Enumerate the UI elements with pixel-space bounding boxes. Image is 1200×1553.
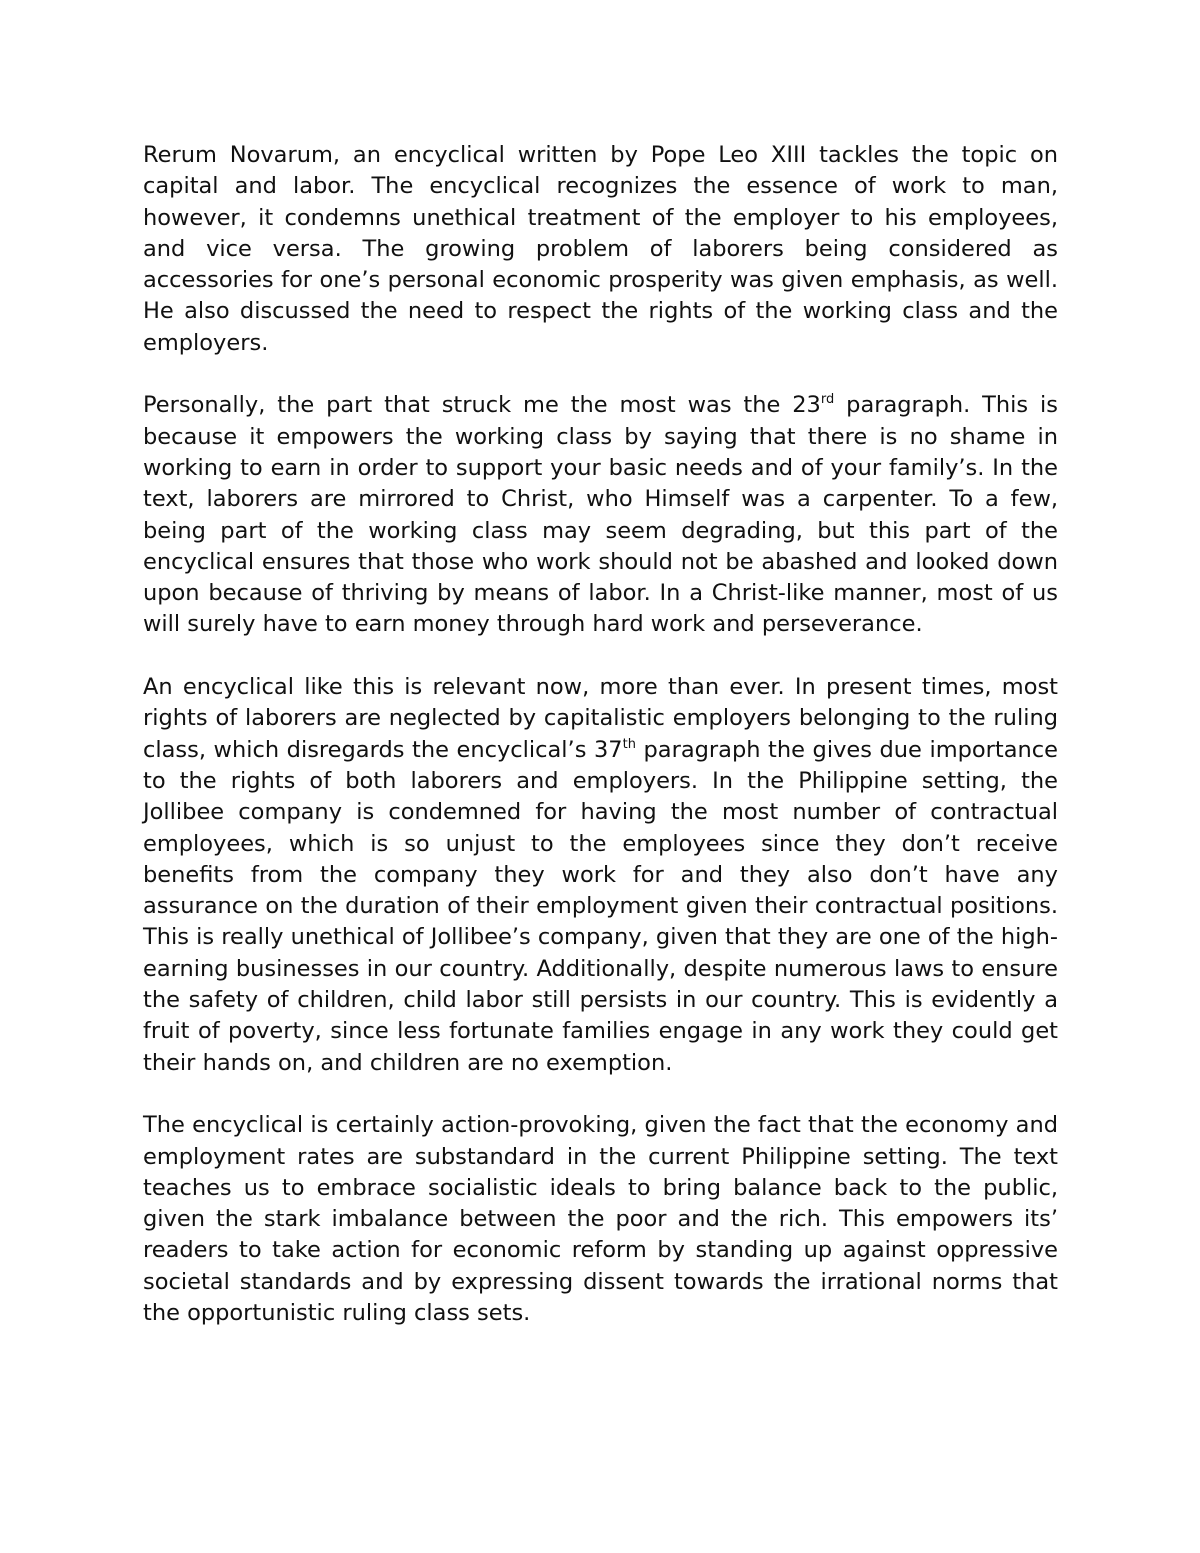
ordinal-suffix-rd: rd — [820, 392, 835, 408]
paragraph-3 — [143, 672, 1058, 1079]
paragraph-2-text-end: paragraph. This is because it empowers the working class by saying that there is no shame in working to earn in order to support your basic needs and of your family’s. In the text, laborers are mirrored to Christ, who Himself was a carpenter. To a few, being part of the working class may seem degrading, but this part of the encyclical ensures that those who work should not be abashed and looked down upon because of thriving by means of labor. In a Christ-like manner, most of us will surely have to earn money through hard work and perseverance. — [143, 392, 1059, 638]
document-body — [143, 140, 1058, 1329]
paragraph-2 — [143, 390, 1058, 640]
paragraph-4 — [143, 1110, 1058, 1329]
paragraph-3-text-start: An encyclical like this is relevant now, more than ever. In present times, most rights of laborers are neglected by capitalistic employers belonging to the ruling class, which disregards the encyclical’s 37 — [143, 674, 1058, 763]
paragraph-1-text: Rerum Novarum, an encyclical written by Pope Leo XIII tackles the topic on capital and labor. The encyclical recognizes the essence of work to man, however, it condemns unethical treatment of the employer to his employees, and vice versa. The growing problem of laborers being considered as accessories for one’s personal economic prosperity was given emphasis, as well. He also discussed the need to respect the rights of the working class and the employers. — [143, 142, 1058, 356]
paragraph-1 — [143, 140, 1058, 359]
ordinal-suffix-th: th — [622, 736, 636, 752]
paragraph-4-text: The encyclical is certainly action-provoking, given the fact that the economy and employment rates are substandard in the current Philippine setting. The text teaches us to embrace socialistic ideals to bring balance back to the public, given the stark imbalance between the poor and the rich. This empowers its’ readers to take action for economic reform by standing up against oppressive societal standards and by expressing dissent towards the irrational norms that the opportunistic ruling class sets. — [143, 1112, 1058, 1326]
paragraph-2-text-start: Personally, the part that struck me the most was the 23 — [143, 392, 821, 419]
paragraph-3-text-end: paragraph the gives due importance to the rights of both laborers and employers. In the Philippine setting, the Jollibee company is condemned for having the most number of contractual employees, which is so unjust to the employees since they don’t receive benefits from the company they work for and they also don’t have any assurance on the duration of their employment given their contractual positions. This is really unethical of Jollibee’s company, given that they are one of the high-earning businesses in our country. Additionally, despite numerous laws to ensure the safety of children, child labor still persists in our country. This is evidently a fruit of poverty, since less fortunate families engage in any work they could get their hands on, and children are no exemption. — [143, 736, 1058, 1076]
